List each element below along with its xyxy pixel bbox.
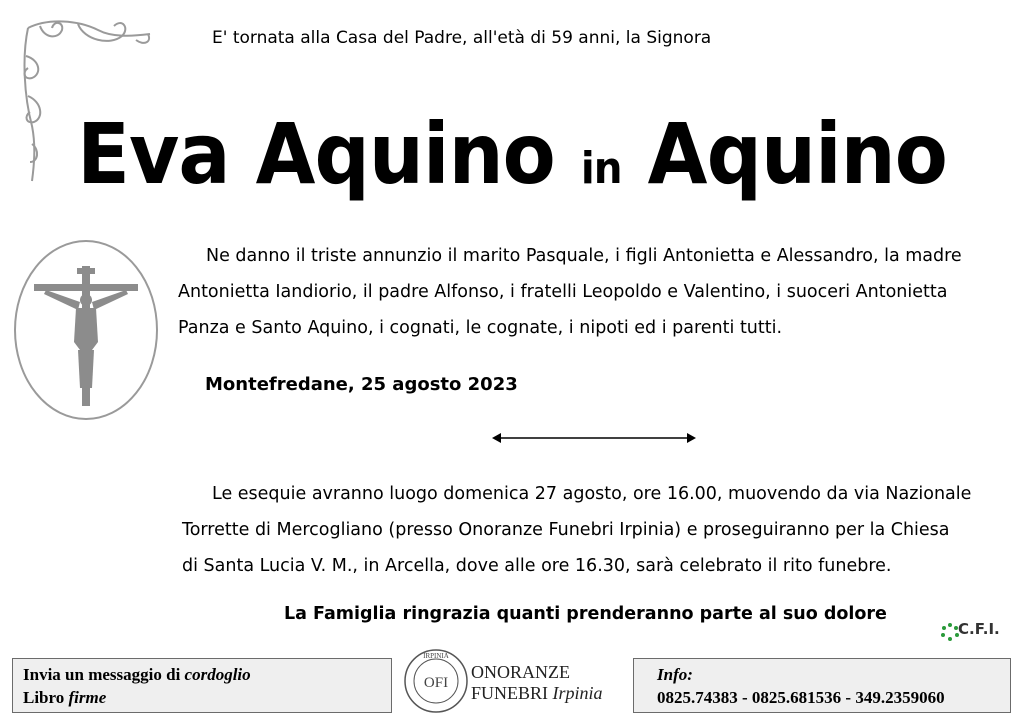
double-arrow-divider-icon: [492, 431, 696, 445]
announcement-line: Panza e Santo Aquino, i cognati, le cognate, i nipoti ed i parenti tutti.: [178, 318, 783, 338]
condolence-link[interactable]: [23, 663, 391, 686]
seal-monogram: OFI: [423, 675, 449, 691]
place-date: Montefredane, 25 agosto 2023: [205, 374, 518, 395]
name-first: Eva Aquino: [77, 105, 555, 203]
announcement-paragraph: [0, 238, 1024, 346]
funeral-line: Le esequie avranno luogo domenica 27 agosto, ore 16.00, muovendo da via Nazionale: [212, 484, 972, 504]
agency-line2: [471, 683, 603, 704]
announcement-line: Ne danno il triste annunzio il marito Pasquale, i figli Antonietta e Alessandro, la madre: [206, 246, 962, 266]
name-connector: in: [580, 143, 622, 194]
funeral-line: di Santa Lucia V. M., in Arcella, dove alle ore 16.30, sarà celebrato il rito funebre.: [182, 556, 892, 576]
guestbook-prefix: Libro: [23, 688, 65, 707]
cfi-logo-icon: [940, 622, 960, 642]
agency-line2-italic: Irpinia: [552, 683, 603, 703]
agency-line1: ONORANZE: [471, 662, 570, 682]
funeral-line: Torrette di Mercogliano (presso Onoranze Funebri Irpinia) e proseguiranno per la Chiesa: [182, 520, 950, 540]
thanks-text: La Famiglia ringrazia quanti prenderanno parte al suo dolore: [284, 604, 887, 624]
cfi-logo-text: C.F.I.: [958, 620, 1000, 638]
announcement-line: Antonietta Iandiorio, il padre Alfonso, i fratelli Leopoldo e Valentino, i suoceri Antonietta: [178, 282, 948, 302]
condolence-italic: cordoglio: [184, 665, 251, 684]
condolence-box[interactable]: [12, 658, 392, 713]
guestbook-italic: firme: [68, 688, 107, 707]
info-label: Info:: [657, 665, 693, 684]
name-last: Aquino: [647, 105, 947, 203]
info-box: [633, 658, 1011, 713]
agency-name: [471, 662, 603, 704]
deceased-name: [41, 104, 983, 219]
info-phones[interactable]: 0825.74383 - 0825.681536 - 349.2359060: [657, 688, 945, 707]
funeral-paragraph: [0, 476, 1024, 584]
intro-text: E' tornata alla Casa del Padre, all'età di 59 anni, la Signora: [212, 28, 712, 48]
seal-top-text: IRPINIA: [423, 652, 449, 660]
agency-line2-prefix: FUNEBRI: [471, 683, 549, 703]
agency-seal-icon: [403, 648, 469, 714]
condolence-prefix: Invia un messaggio di: [23, 665, 181, 684]
guestbook-link[interactable]: [23, 686, 391, 709]
